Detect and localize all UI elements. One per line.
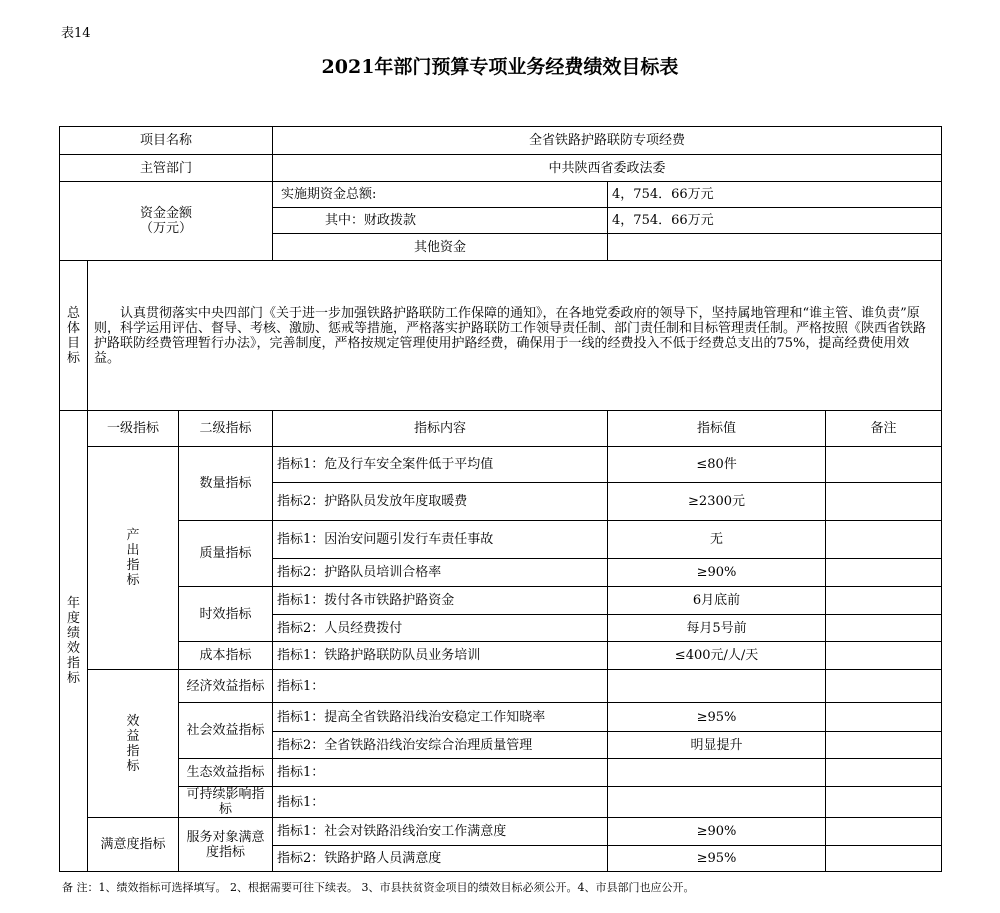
indicator-value: 明显提升 xyxy=(608,732,826,759)
header-level2: 二级指标 xyxy=(179,411,273,447)
indicator-content: 指标1：因治安问题引发行车责任事故 xyxy=(273,521,608,559)
output-indicators-label: 产出指标 xyxy=(88,447,179,670)
other-funds-value xyxy=(608,234,942,261)
funds-amount-label: 资金金额 （万元） xyxy=(60,182,273,261)
indicator-remark xyxy=(826,615,942,642)
quality-indicators-label: 质量指标 xyxy=(179,521,273,587)
indicator-remark xyxy=(826,818,942,846)
indicator-value: 6月底前 xyxy=(608,587,826,615)
indicator-remark xyxy=(826,642,942,670)
indicator-value xyxy=(608,670,826,703)
cost-indicators-label: 成本指标 xyxy=(179,642,273,670)
performance-target-table xyxy=(59,126,942,872)
funds-total-row xyxy=(60,182,942,208)
department-label: 主管部门 xyxy=(60,155,273,182)
table-row xyxy=(60,759,942,787)
table-row xyxy=(60,703,942,732)
indicator-remark xyxy=(826,759,942,787)
project-row xyxy=(60,127,942,155)
indicator-remark xyxy=(826,846,942,872)
sustainable-impact-label: 可持续影响指标 xyxy=(179,787,273,818)
indicator-content: 指标2：护路队员发放年度取暖费 xyxy=(273,483,608,521)
indicator-value: ≥90% xyxy=(608,559,826,587)
timeliness-indicators-label: 时效指标 xyxy=(179,587,273,642)
indicator-value: 无 xyxy=(608,521,826,559)
header-content: 指标内容 xyxy=(273,411,608,447)
indicator-value: ≥90% xyxy=(608,818,826,846)
ecological-benefit-label: 生态效益指标 xyxy=(179,759,273,787)
quantity-indicators-label: 数量指标 xyxy=(179,447,273,521)
indicator-remark xyxy=(826,559,942,587)
table-row xyxy=(60,818,942,846)
indicator-content: 指标1：拨付各市铁路护路资金 xyxy=(273,587,608,615)
header-value: 指标值 xyxy=(608,411,826,447)
indicator-value: ≤400元/人/天 xyxy=(608,642,826,670)
indicator-content: 指标1： xyxy=(273,787,608,818)
indicator-content: 指标1： xyxy=(273,670,608,703)
indicator-header-row xyxy=(60,411,942,447)
indicator-remark xyxy=(826,732,942,759)
indicator-value: ≤80件 xyxy=(608,447,826,483)
annual-indicators-label: 年度绩效指标 xyxy=(60,411,88,872)
table-number: 表14 xyxy=(61,26,91,41)
overall-goal-row xyxy=(60,261,942,411)
other-funds-label: 其他资金 xyxy=(273,234,608,261)
satisfaction-indicators-label: 满意度指标 xyxy=(88,818,179,872)
table-row xyxy=(60,670,942,703)
indicator-value: 每月5号前 xyxy=(608,615,826,642)
indicator-value: ≥2300元 xyxy=(608,483,826,521)
overall-goal-label: 总体目标 xyxy=(60,261,88,411)
total-funds-value: 4，754．66万元 xyxy=(608,182,942,208)
indicator-remark xyxy=(826,447,942,483)
economic-benefit-label: 经济效益指标 xyxy=(179,670,273,703)
project-name-label: 项目名称 xyxy=(60,127,273,155)
indicator-remark xyxy=(826,787,942,818)
total-funds-label: 实施期资金总额: xyxy=(273,182,608,208)
indicator-value: ≥95% xyxy=(608,846,826,872)
header-level1: 一级指标 xyxy=(88,411,179,447)
indicator-remark xyxy=(826,521,942,559)
table-row xyxy=(60,521,942,559)
indicator-content: 指标2：铁路护路人员满意度 xyxy=(273,846,608,872)
department-value: 中共陕西省委政法委 xyxy=(273,155,942,182)
indicator-content: 指标1：提高全省铁路沿线治安稳定工作知晓率 xyxy=(273,703,608,732)
indicator-remark xyxy=(826,483,942,521)
indicator-content: 指标1：铁路护路联防队员业务培训 xyxy=(273,642,608,670)
fiscal-funds-value: 4，754．66万元 xyxy=(608,208,942,234)
indicator-content: 指标1：危及行车安全案件低于平均值 xyxy=(273,447,608,483)
page-title: 2021年部门预算专项业务经费绩效目标表 xyxy=(321,56,679,78)
indicator-content: 指标2：护路队员培训合格率 xyxy=(273,559,608,587)
indicator-content: 指标2：全省铁路沿线治安综合治理质量管理 xyxy=(273,732,608,759)
indicator-remark xyxy=(826,703,942,732)
header-remark: 备注 xyxy=(826,411,942,447)
indicator-value xyxy=(608,759,826,787)
project-name-value: 全省铁路护路联防专项经费 xyxy=(273,127,942,155)
benefit-indicators-label: 效益指标 xyxy=(88,670,179,818)
table-row xyxy=(60,447,942,483)
department-row xyxy=(60,155,942,182)
service-satisfaction-label: 服务对象满意度指标 xyxy=(179,818,273,872)
table-row xyxy=(60,587,942,615)
indicator-value: ≥95% xyxy=(608,703,826,732)
indicator-remark xyxy=(826,587,942,615)
social-benefit-label: 社会效益指标 xyxy=(179,703,273,759)
indicator-remark xyxy=(826,670,942,703)
footnote: 备 注：1、绩效指标可选择填写。 2、根据需要可往下续表。 3、市县扶贫资金项目的绩效目标必须公开。4、市县部门也应公开。 xyxy=(62,881,695,894)
indicator-content: 指标1：社会对铁路沿线治安工作满意度 xyxy=(273,818,608,846)
table-row xyxy=(60,642,942,670)
table-row xyxy=(60,787,942,818)
overall-goal-text: 认真贯彻落实中央四部门《关于进一步加强铁路护路联防工作保障的通知》，在各地党委政府的领导下，坚持属地管理和“谁主管、谁负责”原则，科学运用评估、督导、考核、激励、惩戒等措施，严格落实护路联防工作领导责任制、部门责任制和目标管理责任制。严格按照《陕西省铁路护路联防经费管理暂行办法》，完善制度，严格按规定管理使用护路经费，确保用于一线的经费投入不低于经费总支出的75%，提高经费使用效益。 xyxy=(88,261,942,411)
fiscal-funds-label: 其中：财政拨款 xyxy=(273,208,608,234)
indicator-value xyxy=(608,787,826,818)
indicator-content: 指标1： xyxy=(273,759,608,787)
indicator-content: 指标2：人员经费拨付 xyxy=(273,615,608,642)
